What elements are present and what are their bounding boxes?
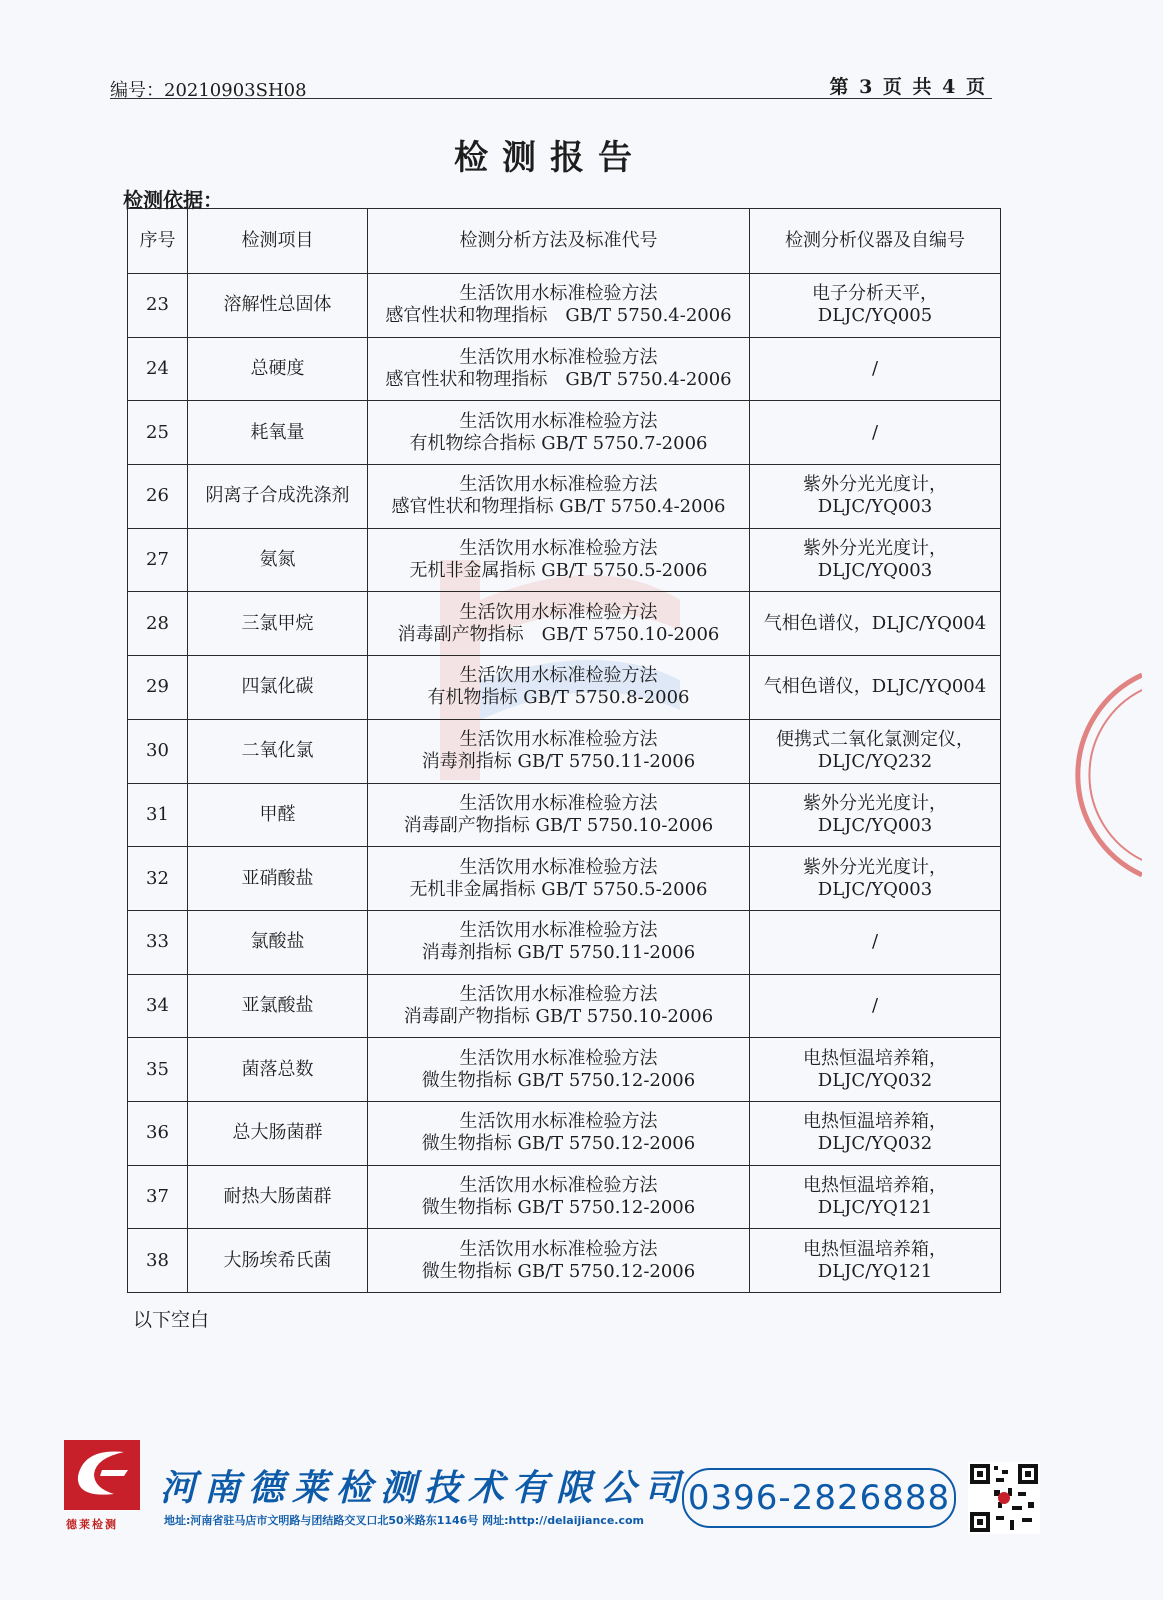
company-logo-icon — [64, 1430, 140, 1510]
table-row — [128, 783, 1001, 847]
cell-method: 生活饮用水标准检验方法 感官性状和物理指标 GB/T 5750.4-2006 — [368, 274, 750, 338]
basis-label: 检测依据： — [123, 188, 223, 212]
cell-item: 三氯甲烷 — [188, 592, 368, 656]
cell-item: 菌落总数 — [188, 1038, 368, 1102]
cell-item: 大肠埃希氏菌 — [188, 1229, 368, 1293]
table-row — [128, 719, 1001, 783]
company-seal-icon — [1062, 670, 1142, 880]
cell-no: 33 — [128, 910, 188, 974]
cell-instrument: / — [750, 910, 1001, 974]
cell-instrument: 紫外分光光度计， DLJC/YQ003 — [750, 847, 1001, 911]
cell-instrument: 电热恒温培养箱， DLJC/YQ032 — [750, 1101, 1001, 1165]
table-row — [128, 656, 1001, 720]
cell-method: 生活饮用水标准检验方法 消毒剂指标 GB/T 5750.11-2006 — [368, 910, 750, 974]
column-header-item: 检测项目 — [188, 209, 368, 274]
cell-no: 26 — [128, 465, 188, 529]
cell-no: 30 — [128, 719, 188, 783]
table-row — [128, 910, 1001, 974]
cell-method: 生活饮用水标准检验方法 无机非金属指标 GB/T 5750.5-2006 — [368, 847, 750, 911]
cell-method: 生活饮用水标准检验方法 微生物指标 GB/T 5750.12-2006 — [368, 1038, 750, 1102]
cell-method: 生活饮用水标准检验方法 微生物指标 GB/T 5750.12-2006 — [368, 1101, 750, 1165]
cell-method: 生活饮用水标准检验方法 微生物指标 GB/T 5750.12-2006 — [368, 1165, 750, 1229]
cell-instrument: 电热恒温培养箱， DLJC/YQ121 — [750, 1165, 1001, 1229]
table-row — [128, 465, 1001, 529]
cell-method: 生活饮用水标准检验方法 感官性状和物理指标 GB/T 5750.4-2006 — [368, 465, 750, 529]
cell-item: 耐热大肠菌群 — [188, 1165, 368, 1229]
cell-instrument: 电热恒温培养箱， DLJC/YQ032 — [750, 1038, 1001, 1102]
cell-instrument: / — [750, 337, 1001, 401]
cell-instrument: 紫外分光光度计， DLJC/YQ003 — [750, 528, 1001, 592]
cell-no: 25 — [128, 401, 188, 465]
table-row — [128, 1038, 1001, 1102]
cell-instrument: 电子分析天平， DLJC/YQ005 — [750, 274, 1001, 338]
cell-instrument: 便携式二氧化氯测定仪， DLJC/YQ232 — [750, 719, 1001, 783]
cell-instrument: 气相色谱仪，DLJC/YQ004 — [750, 656, 1001, 720]
cell-no: 27 — [128, 528, 188, 592]
cell-method: 生活饮用水标准检验方法 无机非金属指标 GB/T 5750.5-2006 — [368, 528, 750, 592]
cell-item: 总大肠菌群 — [188, 1101, 368, 1165]
table-row — [128, 974, 1001, 1038]
table-row — [128, 1229, 1001, 1293]
table-row — [128, 592, 1001, 656]
cell-instrument: / — [750, 401, 1001, 465]
cell-item: 亚硝酸盐 — [188, 847, 368, 911]
table-row — [128, 401, 1001, 465]
table-header-row — [128, 209, 1001, 274]
cell-no: 37 — [128, 1165, 188, 1229]
company-name: 河南德莱检测技术有限公司 — [160, 1468, 689, 1509]
cell-item: 氨氮 — [188, 528, 368, 592]
column-header-method: 检测分析方法及标准代号 — [368, 209, 750, 274]
cell-no: 24 — [128, 337, 188, 401]
inspection-basis-table — [127, 208, 1001, 1293]
cell-instrument: 紫外分光光度计， DLJC/YQ003 — [750, 465, 1001, 529]
column-header-instrument: 检测分析仪器及自编号 — [750, 209, 1001, 274]
company-phone: 0396-2826888 — [682, 1468, 956, 1528]
table-row — [128, 528, 1001, 592]
cell-item: 二氧化氯 — [188, 719, 368, 783]
cell-instrument: 紫外分光光度计， DLJC/YQ003 — [750, 783, 1001, 847]
page-info: 第 3 页 共 4 页 — [829, 76, 987, 98]
report-number: 编号：20210903SH08 — [110, 80, 307, 101]
table-row — [128, 847, 1001, 911]
header-divider — [110, 98, 992, 99]
cell-no: 23 — [128, 274, 188, 338]
qr-code-icon — [968, 1462, 1040, 1534]
footer — [60, 1420, 1120, 1540]
cell-no: 36 — [128, 1101, 188, 1165]
cell-item: 溶解性总固体 — [188, 274, 368, 338]
logo-caption: 德莱检测 — [66, 1518, 118, 1531]
cell-method: 生活饮用水标准检验方法 消毒剂指标 GB/T 5750.11-2006 — [368, 719, 750, 783]
cell-item: 耗氧量 — [188, 401, 368, 465]
cell-method: 生活饮用水标准检验方法 有机物指标 GB/T 5750.8-2006 — [368, 656, 750, 720]
cell-instrument: / — [750, 974, 1001, 1038]
cell-method: 生活饮用水标准检验方法 有机物综合指标 GB/T 5750.7-2006 — [368, 401, 750, 465]
company-address: 地址:河南省驻马店市文明路与团结路交叉口北50米路东1146号 网址:http://delaijiance.com — [164, 1514, 644, 1527]
cell-no: 38 — [128, 1229, 188, 1293]
cell-no: 31 — [128, 783, 188, 847]
cell-item: 阴离子合成洗涤剂 — [188, 465, 368, 529]
cell-item: 四氯化碳 — [188, 656, 368, 720]
table-row — [128, 1165, 1001, 1229]
cell-method: 生活饮用水标准检验方法 消毒副产物指标 GB/T 5750.10-2006 — [368, 974, 750, 1038]
table-row — [128, 1101, 1001, 1165]
cell-instrument: 气相色谱仪，DLJC/YQ004 — [750, 592, 1001, 656]
page-title: 检测报告 — [454, 138, 646, 178]
cell-no: 34 — [128, 974, 188, 1038]
cell-item: 总硬度 — [188, 337, 368, 401]
cell-method: 生活饮用水标准检验方法 消毒副产物指标 GB/T 5750.10-2006 — [368, 783, 750, 847]
cell-instrument: 电热恒温培养箱， DLJC/YQ121 — [750, 1229, 1001, 1293]
cell-method: 生活饮用水标准检验方法 微生物指标 GB/T 5750.12-2006 — [368, 1229, 750, 1293]
cell-item: 氯酸盐 — [188, 910, 368, 974]
cell-method: 生活饮用水标准检验方法 感官性状和物理指标 GB/T 5750.4-2006 — [368, 337, 750, 401]
column-header-no: 序号 — [128, 209, 188, 274]
cell-item: 甲醛 — [188, 783, 368, 847]
cell-no: 28 — [128, 592, 188, 656]
blank-below-note: 以下空白 — [133, 1309, 210, 1331]
cell-no: 35 — [128, 1038, 188, 1102]
table-row — [128, 274, 1001, 338]
cell-no: 32 — [128, 847, 188, 911]
cell-no: 29 — [128, 656, 188, 720]
table-row — [128, 337, 1001, 401]
cell-method: 生活饮用水标准检验方法 消毒副产物指标 GB/T 5750.10-2006 — [368, 592, 750, 656]
cell-item: 亚氯酸盐 — [188, 974, 368, 1038]
